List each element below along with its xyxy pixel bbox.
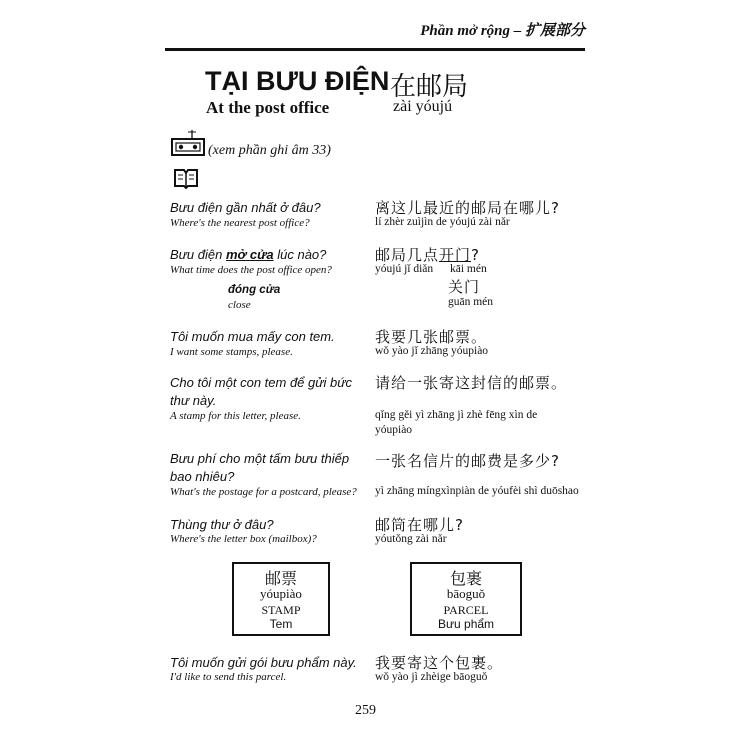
- card-zh: 邮票: [264, 569, 297, 588]
- phrase-vi: Cho tôi một con tem để gửi bức: [170, 375, 352, 390]
- phrase-vi: Bưu phí cho một tấm bưu thiếp: [170, 451, 350, 466]
- phrase-en: I want some stamps, please.: [170, 346, 293, 358]
- phrase-pinyin: yì zhāng míngxìnpiàn de yóufèi shì duōshao: [375, 485, 579, 497]
- stamp-card: [232, 562, 330, 636]
- phrase-en: What's the postage for a postcard, please?: [170, 486, 357, 498]
- radio-icon: [170, 128, 206, 158]
- card-zh: 包裹: [449, 569, 482, 588]
- phrase-zh: [375, 244, 480, 265]
- phrase-pinyin: yóupiào: [375, 424, 413, 436]
- phrase-zh: 请给一张寄这封信的邮票。: [375, 374, 568, 392]
- phrase-zh: 离这儿最近的邮局在哪儿?: [375, 199, 560, 217]
- card-en: STAMP: [261, 603, 301, 617]
- phrase-vi: Thùng thư ở đâu?: [170, 517, 274, 532]
- alt-zh: 关门: [448, 278, 481, 296]
- page-title-pinyin: zài yóujú: [393, 98, 453, 115]
- phrase-vi-part: lúc nào?: [277, 247, 327, 262]
- phrase-zh: 邮筒在哪儿?: [375, 516, 464, 534]
- phrase-pinyin: qǐng gěi yì zhāng jì zhè fēng xìn de: [375, 409, 538, 421]
- phrase-pinyin: wǒ yào jì zhèige bāoguǒ: [375, 671, 488, 683]
- card-vi: Bưu phẩm: [437, 617, 495, 631]
- card-en: PARCEL: [443, 603, 489, 617]
- page-title-en: At the post office: [206, 98, 330, 117]
- card-pinyin: bāoguǒ: [446, 586, 486, 601]
- phrase-pinyin: wǒ yào jǐ zhāng yóupiào: [375, 345, 489, 357]
- phrase-vi: [170, 247, 326, 262]
- phrase-en: A stamp for this letter, please.: [170, 410, 301, 422]
- alt-pinyin: guān mén: [448, 296, 494, 308]
- header-rule: [165, 48, 585, 51]
- phrase-vi: Tôi muốn gửi gói bưu phẩm này.: [170, 655, 357, 670]
- phrase-en: Where's the letter box (mailbox)?: [170, 533, 317, 545]
- alt-en: close: [228, 299, 251, 311]
- phrase-pinyin: yóutǒng zài nǎr: [375, 533, 447, 545]
- phrase-pinyin: kāi mén: [450, 263, 487, 275]
- section-header: Phần mở rộng – 扩展部分: [420, 23, 585, 39]
- phrase-zh-highlight: 开门: [439, 246, 472, 264]
- phrase-vi: bao nhiêu?: [170, 469, 235, 484]
- phrase-en: Where's the nearest post office?: [170, 217, 310, 229]
- alt-vi: đóng cửa: [228, 284, 281, 296]
- phrase-pinyin: lí zhèr zuìjìn de yóujú zài nǎr: [375, 216, 510, 228]
- page-number: 259: [355, 703, 376, 718]
- audio-note: (xem phần ghi âm 33): [208, 143, 331, 158]
- phrase-vi: Bưu điện gần nhất ở đâu?: [170, 200, 321, 215]
- parcel-card: [410, 562, 522, 636]
- phrase-zh: 我要几张邮票。: [375, 328, 488, 346]
- phrase-zh-part: 邮局几点: [375, 246, 440, 264]
- phrase-en: What time does the post office open?: [170, 264, 332, 276]
- phrase-zh: 我要寄这个包裹。: [375, 654, 504, 672]
- phrase-zh-part: ?: [471, 246, 480, 264]
- book-icon: [172, 166, 200, 190]
- page-title-vi: TẠI BƯU ĐIỆN: [205, 66, 390, 96]
- phrase-pinyin: yóujú jǐ diǎn: [375, 263, 434, 275]
- phrase-vi: thư này.: [170, 393, 217, 408]
- phrase-vi-highlight: mở cửa: [225, 247, 274, 262]
- card-pinyin: yóupiào: [260, 586, 302, 601]
- card-vi: Tem: [269, 617, 293, 631]
- page-title-zh: 在邮局: [390, 72, 469, 102]
- phrase-en: I'd like to send this parcel.: [170, 671, 287, 683]
- phrase-vi-part: Bưu điện: [170, 247, 223, 262]
- phrase-zh: 一张名信片的邮费是多少?: [375, 452, 560, 470]
- phrase-vi: Tôi muốn mua mấy con tem.: [170, 329, 335, 344]
